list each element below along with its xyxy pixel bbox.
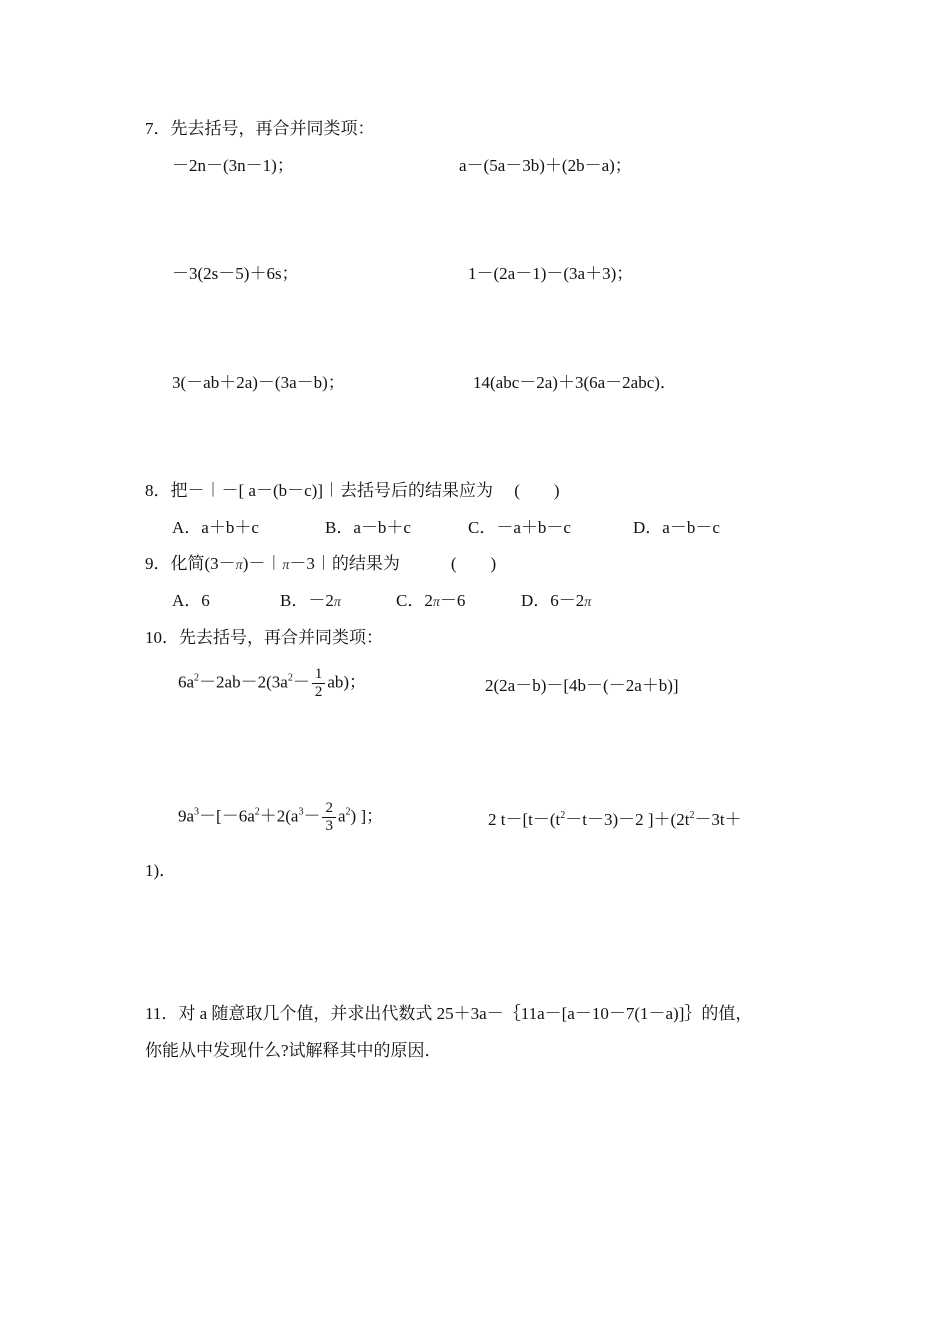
q7-expr-3: －3(2s－5)＋6s； bbox=[172, 264, 299, 283]
q9-option-c-prefix: C．2 bbox=[396, 591, 433, 610]
exponent: 2 bbox=[560, 810, 566, 821]
q9-title bbox=[145, 553, 496, 577]
q7-title: 7．先去括号，再合并同类项： bbox=[145, 119, 375, 138]
q10-e1-part: 6a bbox=[178, 672, 195, 692]
q7-expr-6: 14(abc－2a)＋3(6a－2abc)． bbox=[473, 373, 677, 392]
q8-option-a: A．a＋b＋c bbox=[172, 518, 259, 537]
q7-expr-4: 1－(2a－1)－(3a＋3)； bbox=[468, 264, 634, 283]
fraction-two-thirds bbox=[322, 800, 336, 835]
pi-symbol: π bbox=[432, 595, 440, 610]
exponent: 3 bbox=[194, 806, 200, 818]
q9-option-c-suffix: －6 bbox=[439, 591, 466, 610]
q10-e1-part: － bbox=[292, 672, 310, 692]
q10-expr-3 bbox=[178, 800, 383, 835]
fraction-numerator: 2 bbox=[322, 800, 336, 818]
q10-e3-part: a bbox=[337, 806, 346, 826]
pi-symbol: π bbox=[282, 558, 290, 573]
q10-e4-part: －t－3)－2 ]＋(2t bbox=[565, 810, 690, 829]
q10-e3-part: ＋2(a bbox=[259, 806, 299, 826]
q9-option-d bbox=[521, 590, 591, 614]
q8-option-d: D．a－b－c bbox=[633, 518, 720, 537]
q9-option-a: A．6 bbox=[172, 591, 210, 610]
fraction-denominator: 3 bbox=[325, 818, 333, 834]
q7-expr-5: 3(－ab＋2a)－(3a－b)； bbox=[172, 373, 345, 392]
q8-option-b: B．a－b＋c bbox=[325, 518, 411, 537]
q9-option-d-text: D．6－2 bbox=[521, 591, 585, 610]
exponent: 2 bbox=[194, 672, 200, 684]
q8-option-c: C．－a＋b－c bbox=[468, 518, 571, 537]
q10-e3-part: －[－6a bbox=[199, 806, 255, 826]
q10-e3-part: 9a bbox=[178, 806, 195, 826]
q10-expr-1 bbox=[178, 666, 366, 701]
q10-expr-4 bbox=[488, 809, 742, 831]
fraction-denominator: 2 bbox=[314, 684, 323, 700]
exponent: 2 bbox=[254, 806, 260, 818]
q10-e1-part: ab)； bbox=[327, 672, 367, 692]
q9-option-b bbox=[280, 590, 341, 614]
q10-e1-part: －2ab－2(3a bbox=[199, 672, 288, 692]
q10-e4-part: 2 t－[t－(t bbox=[488, 810, 561, 829]
q7-expr-2: a－(5a－3b)＋(2b－a)； bbox=[459, 156, 632, 175]
q9-title-mid: )－︱ bbox=[242, 554, 283, 573]
q10-e4-part: －3t＋ bbox=[694, 810, 742, 829]
exponent: 3 bbox=[298, 806, 304, 818]
pi-symbol: π bbox=[584, 595, 592, 610]
q8-title: 8．把－︱－[ a－(b－c)]︱去括号后的结果应为 ( ) bbox=[145, 481, 560, 500]
q11-line-2: 你能从中发现什么?试解释其中的原因． bbox=[145, 1041, 442, 1060]
q10-title: 10．先去括号，再合并同类项： bbox=[145, 628, 383, 647]
q9-title-prefix: 9．化简(3－ bbox=[145, 554, 236, 573]
q11-line-1: 11．对 a 随意取几个值，并求出代数式 25＋3a－｛11a－[a－10－7(1－a)]｝的值， bbox=[145, 1004, 753, 1023]
q10-e3-part: － bbox=[303, 806, 321, 826]
pi-symbol: π bbox=[235, 558, 243, 573]
q9-option-c bbox=[396, 590, 465, 614]
fraction-one-half bbox=[312, 666, 326, 701]
q9-title-suffix: －3︱的结果为 ( ) bbox=[289, 554, 497, 573]
q9-option-b-text: B．－2 bbox=[280, 591, 334, 610]
exponent: 2 bbox=[689, 810, 695, 821]
q7-expr-1: －2n－(3n－1)； bbox=[172, 156, 294, 175]
exponent: 2 bbox=[345, 806, 351, 818]
q10-e3-part: ) ]； bbox=[350, 806, 384, 826]
pi-symbol: π bbox=[333, 595, 341, 610]
exponent: 2 bbox=[287, 672, 293, 684]
q10-expr-4-continuation: 1)． bbox=[145, 861, 177, 880]
fraction-numerator: 1 bbox=[312, 666, 326, 684]
q10-expr-2: 2(2a－b)－[4b－(－2a＋b)] bbox=[485, 676, 679, 695]
